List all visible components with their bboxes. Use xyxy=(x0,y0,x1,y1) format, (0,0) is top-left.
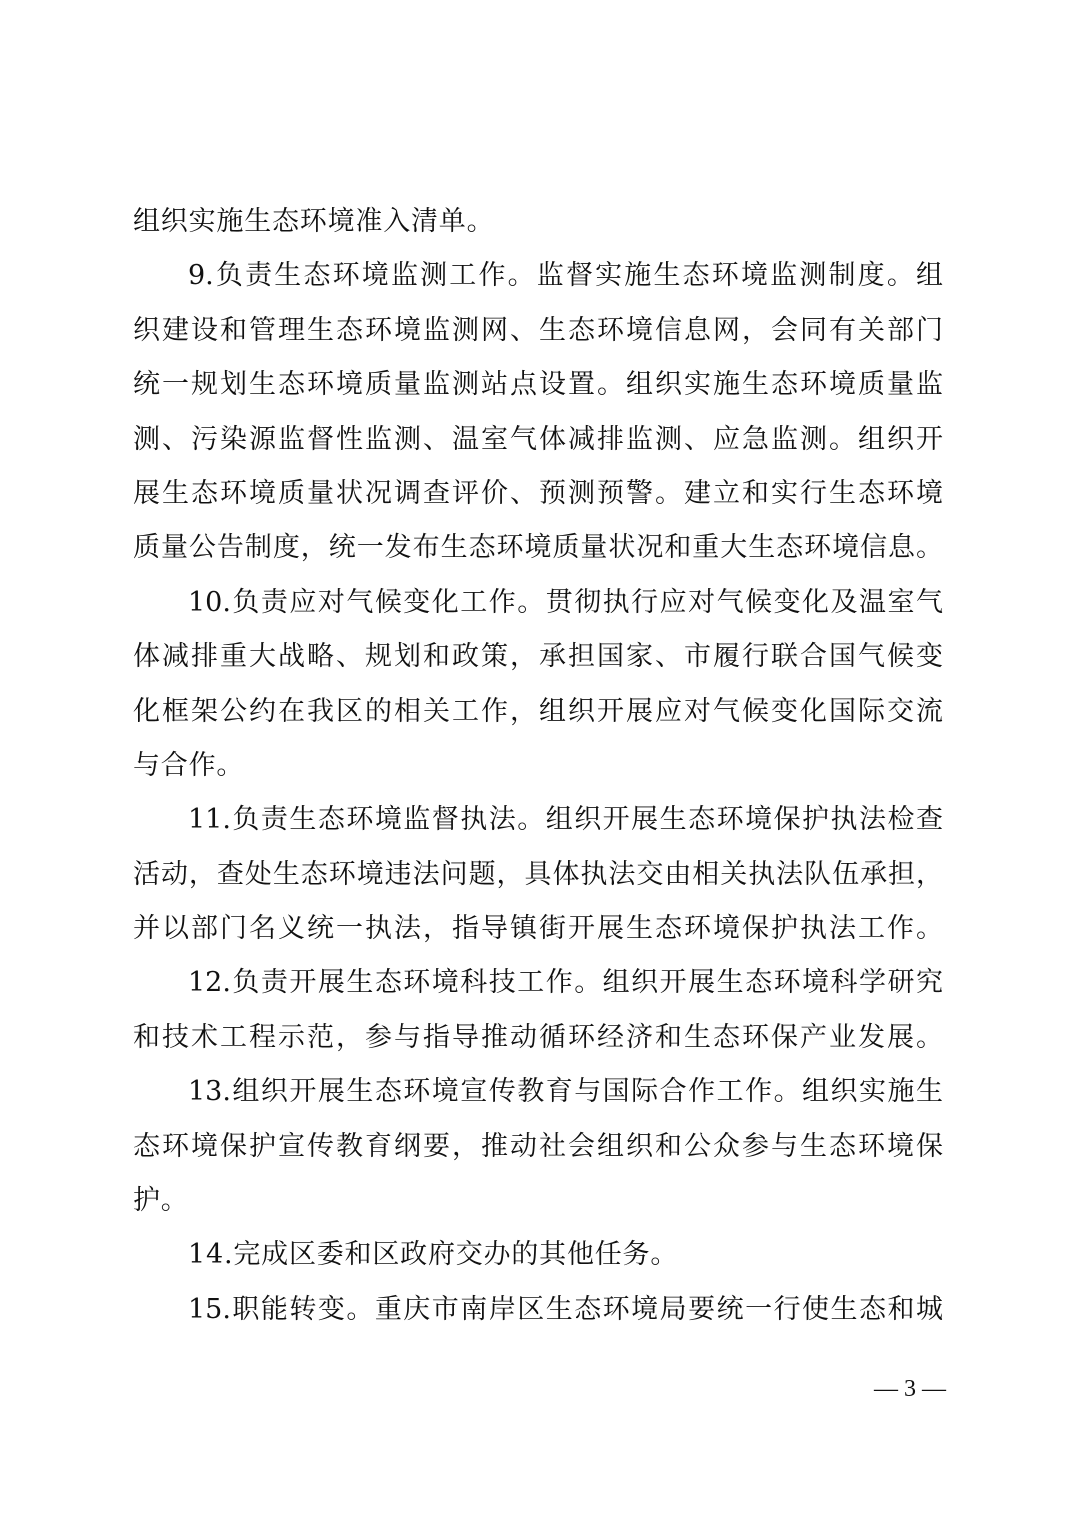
text-line: 组织实施生态环境准入清单。 xyxy=(133,206,495,237)
text-line: 并以部门名义统一执法，指导镇街开展生态环境保护执法工作。 xyxy=(133,913,943,945)
paragraph xyxy=(133,793,943,956)
paragraph xyxy=(133,1283,943,1337)
page-number: — 3 — xyxy=(874,1376,946,1402)
text-line: 展生态环境质量状况调查评价、预测预警。建立和实行生态环境 xyxy=(133,477,943,509)
paragraph xyxy=(133,576,943,794)
text-line: 测、污染源监督性监测、温室气体减排监测、应急监测。组织开 xyxy=(133,423,943,455)
text-line: 化框架公约在我区的相关工作，组织开展应对气候变化国际交流 xyxy=(133,695,943,727)
paragraph xyxy=(133,1065,943,1228)
text-line: 活动，查处生态环境违法问题，具体执法交由相关执法队伍承担， xyxy=(133,858,943,890)
text-line: 11.负责生态环境监督执法。组织开展生态环境保护执法检查 xyxy=(188,804,943,836)
text-line: 统一规划生态环境质量监测站点设置。组织实施生态环境质量监 xyxy=(133,369,943,401)
text-line: 和技术工程示范，参与指导推动循环经济和生态环保产业发展。 xyxy=(133,1021,943,1053)
text-line: 10.负责应对气候变化工作。贯彻执行应对气候变化及温室气 xyxy=(188,586,943,618)
text-line: 15.职能转变。重庆市南岸区生态环境局要统一行使生态和城 xyxy=(188,1293,943,1325)
document-body xyxy=(133,195,943,1337)
paragraph xyxy=(133,249,943,575)
text-line: 13.组织开展生态环境宣传教育与国际合作工作。组织实施生 xyxy=(188,1076,943,1108)
text-line: 与合作。 xyxy=(133,749,245,781)
text-line: 12.负责开展生态环境科技工作。组织开展生态环境科学研究 xyxy=(188,967,943,999)
text-line: 护。 xyxy=(133,1185,189,1217)
text-line: 体减排重大战略、规划和政策，承担国家、市履行联合国气候变 xyxy=(133,641,943,673)
text-line: 14.完成区委和区政府交办的其他任务。 xyxy=(188,1239,679,1271)
text-line: 9.负责生态环境监测工作。监督实施生态环境监测制度。组 xyxy=(188,260,943,292)
text-line: 质量公告制度，统一发布生态环境质量状况和重大生态环境信息。 xyxy=(133,532,943,564)
text-line: 织建设和管理生态环境监测网、生态环境信息网，会同有关部门 xyxy=(133,314,943,346)
paragraph xyxy=(133,1228,943,1282)
paragraph xyxy=(133,195,943,249)
text-line: 态环境保护宣传教育纲要，推动社会组织和公众参与生态环境保 xyxy=(133,1130,943,1162)
paragraph xyxy=(133,956,943,1065)
